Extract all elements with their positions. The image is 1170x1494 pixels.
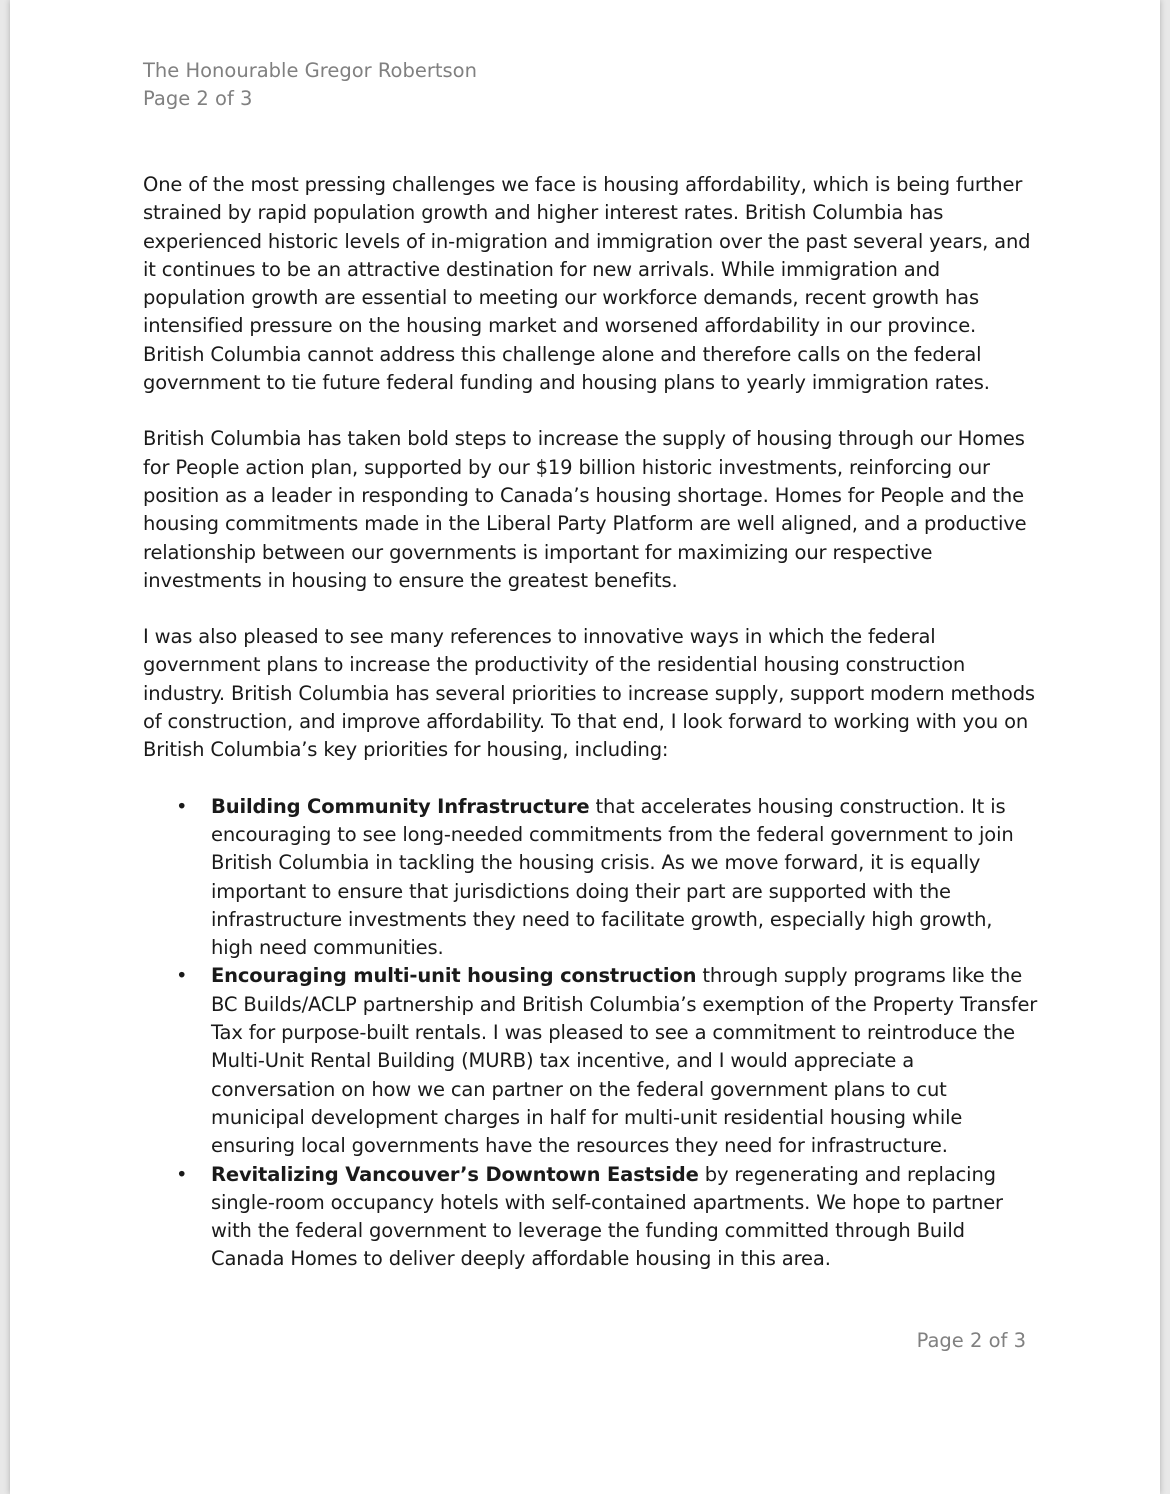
letter-body bbox=[143, 57, 1038, 1274]
list-item bbox=[143, 1161, 1038, 1274]
bullet-marker: • bbox=[176, 1162, 188, 1186]
document-page bbox=[10, 0, 1160, 1494]
priority-heading: Revitalizing Vancouver’s Downtown Eastside bbox=[211, 1162, 699, 1186]
recipient-name: The Honourable Gregor Robertson bbox=[143, 59, 477, 82]
bullet-marker: • bbox=[176, 794, 188, 818]
header-page-indicator: Page 2 of 3 bbox=[143, 87, 253, 110]
paragraph-key-priorities-intro: I was also pleased to see many references to innovative ways in which the federal government plans to increase the productivity of the residential housing construction industry. British Columbia has several priorities to increase supply, support modern methods of construction, and improve affordability. To that end, I look forward to working with you on British Columbia’s key priorities for housing, including: bbox=[143, 625, 1035, 762]
priority-text: by regenerating and replacing single-room occupancy hotels with self-contained apartments. We hope to partner with the federal government to leverage the funding committed through Build Canada Homes to deliver deeply affordable housing in this area. bbox=[211, 1162, 1003, 1271]
list-item bbox=[143, 793, 1038, 963]
priority-text: through supply programs like the BC Builds/ACLP partnership and British Columbia’s exemption of the Property Transfer Tax for purpose-built rentals. I was pleased to see a commitment to reintroduce the Multi-Unit Rental Building (MURB) tax incentive, and I would appreciate a conversation on how we can partner on the federal government plans to cut municipal development charges in half for multi-unit residential housing while ensuring local governments have the resources they need for infrastructure. bbox=[211, 964, 1038, 1158]
paragraph-housing-affordability: One of the most pressing challenges we face is housing affordability, which is being further strained by rapid population growth and higher interest rates. British Columbia has experienced historic levels of in-migration and immigration over the past several years, and it continues to be an attractive destination for new arrivals. While immigration and population growth are essential to meeting our workforce demands, recent growth has intensified pressure on the housing market and worsened affordability in our province. British Columbia cannot address this challenge alone and therefore calls on the federal government to tie future federal funding and housing plans to yearly immigration rates. bbox=[143, 173, 1031, 395]
priority-text: that accelerates housing construction. It is encouraging to see long-needed commitments from the federal government to join British Columbia in tackling the housing crisis. As we move forward, it is equally important to ensure that jurisdictions doing their part are supported with the infrastructure investments they need to facilitate growth, especially high growth, high need communities. bbox=[211, 794, 1014, 960]
priority-heading: Encouraging multi-unit housing construction bbox=[211, 964, 697, 988]
priorities-list bbox=[143, 793, 1038, 1274]
footer-page-indicator: Page 2 of 3 bbox=[916, 1329, 1026, 1352]
paragraph-homes-for-people: British Columbia has taken bold steps to increase the supply of housing through our Homes for People action plan, supported by our $19 billion historic investments, reinforcing our position as a leader in responding to Canada’s housing shortage. Homes for People and the housing commitments made in the Liberal Party Platform are well aligned, and a productive relationship between our governments is important for maximizing our respective investments in housing to ensure the greatest benefits. bbox=[143, 427, 1027, 592]
list-item bbox=[143, 962, 1038, 1160]
bullet-marker: • bbox=[176, 964, 188, 988]
priority-heading: Building Community Infrastructure bbox=[211, 794, 590, 818]
